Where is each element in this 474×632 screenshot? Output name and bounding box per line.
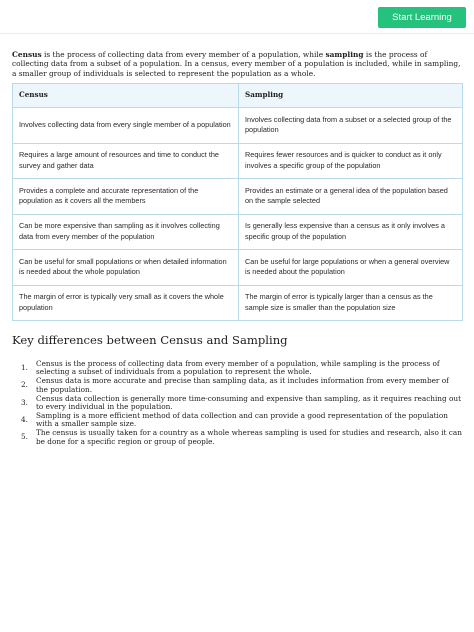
table-row: [13, 143, 463, 179]
table-cell-census: Can be more expensive than sampling as it involves collecting data from every member of the population: [13, 214, 239, 250]
list-item-text: Census is the process of collecting data from every member of a population, while sampling is the process of selecting a subset of individuals from a population to represent the whole.: [36, 359, 440, 377]
list-item-text: The census is usually taken for a country as a whole whereas sampling is used for studies and research, also it can be done for a specific region or group of people.: [36, 428, 462, 446]
intro-text-2: is the process of collecting data from a subset of a population. In a census, every member of a population is included, while in sampling, a smaller group of individuals is selected to represent the population as a whole.: [12, 50, 461, 78]
section-heading: Key differences between Census and Sampling: [12, 333, 288, 347]
table-row: [13, 250, 463, 286]
table-cell-sampling: Provides an estimate or a general idea of the population based on the sample selected: [239, 179, 463, 215]
table-cell-census: Provides a complete and accurate representation of the population as it covers all the members: [13, 179, 239, 215]
intro-term-census: Census: [12, 50, 42, 59]
list-item-number: 4.: [21, 414, 28, 424]
list-item-number: 1.: [21, 363, 28, 372]
intro-term-sampling: sampling: [325, 50, 364, 59]
comparison-table: [12, 83, 463, 321]
table-row: [13, 179, 463, 215]
differences-list: [12, 360, 462, 447]
table-cell-sampling: Can be useful for large populations or when a general overview is needed about the population: [239, 250, 463, 286]
list-item-text: Sampling is a more efficient method of data collection and can provide a good representation of the population with a smaller sample size.: [36, 410, 448, 429]
list-item: [12, 360, 462, 377]
list-item: [12, 395, 462, 412]
list-item-number: 3.: [21, 397, 28, 407]
intro-text-1: is the process of collecting data from every member of a population, while: [41, 50, 326, 59]
intro-paragraph: [12, 50, 462, 78]
list-item: [12, 412, 462, 429]
list-item: [12, 377, 462, 394]
table-row: [13, 285, 463, 321]
table-header-row: [13, 84, 463, 108]
table-cell-census: Can be useful for small populations or when detailed information is needed about the whole population: [13, 250, 239, 286]
start-learning-button[interactable]: Start Learning: [378, 7, 466, 28]
table-cell-census: Requires a large amount of resources and time to conduct the survey and gather data: [13, 143, 239, 179]
table-cell-census: Involves collecting data from every single member of a population: [13, 108, 239, 144]
column-header-sampling: Sampling: [239, 84, 463, 108]
table-row: [13, 108, 463, 144]
column-header-census: Census: [13, 84, 239, 108]
table-cell-sampling: Is generally less expensive than a census as it only involves a specific group of the population: [239, 214, 463, 250]
table-cell-sampling: The margin of error is typically larger than a census as the sample size is smaller than the population size: [239, 285, 463, 321]
list-item-number: 5.: [21, 432, 28, 442]
list-item: [12, 429, 462, 446]
table-cell-sampling: Requires fewer resources and is quicker to conduct as it only involves a specific group of the population: [239, 143, 463, 179]
top-bar: [0, 0, 474, 34]
table-cell-census: The margin of error is typically very small as it covers the whole population: [13, 285, 239, 321]
table-row: [13, 214, 463, 250]
table-cell-sampling: Involves collecting data from a subset or a selected group of the population: [239, 108, 463, 144]
list-item-number: 2.: [21, 380, 28, 390]
top-divider: [0, 33, 474, 34]
list-item-text: Census data is more accurate and precise than sampling data, as it includes information from every member of the population.: [36, 376, 449, 394]
list-item-text: Census data collection is generally more time-consuming and expensive than sampling, as it requires reaching out to every individual in the population.: [36, 393, 462, 412]
